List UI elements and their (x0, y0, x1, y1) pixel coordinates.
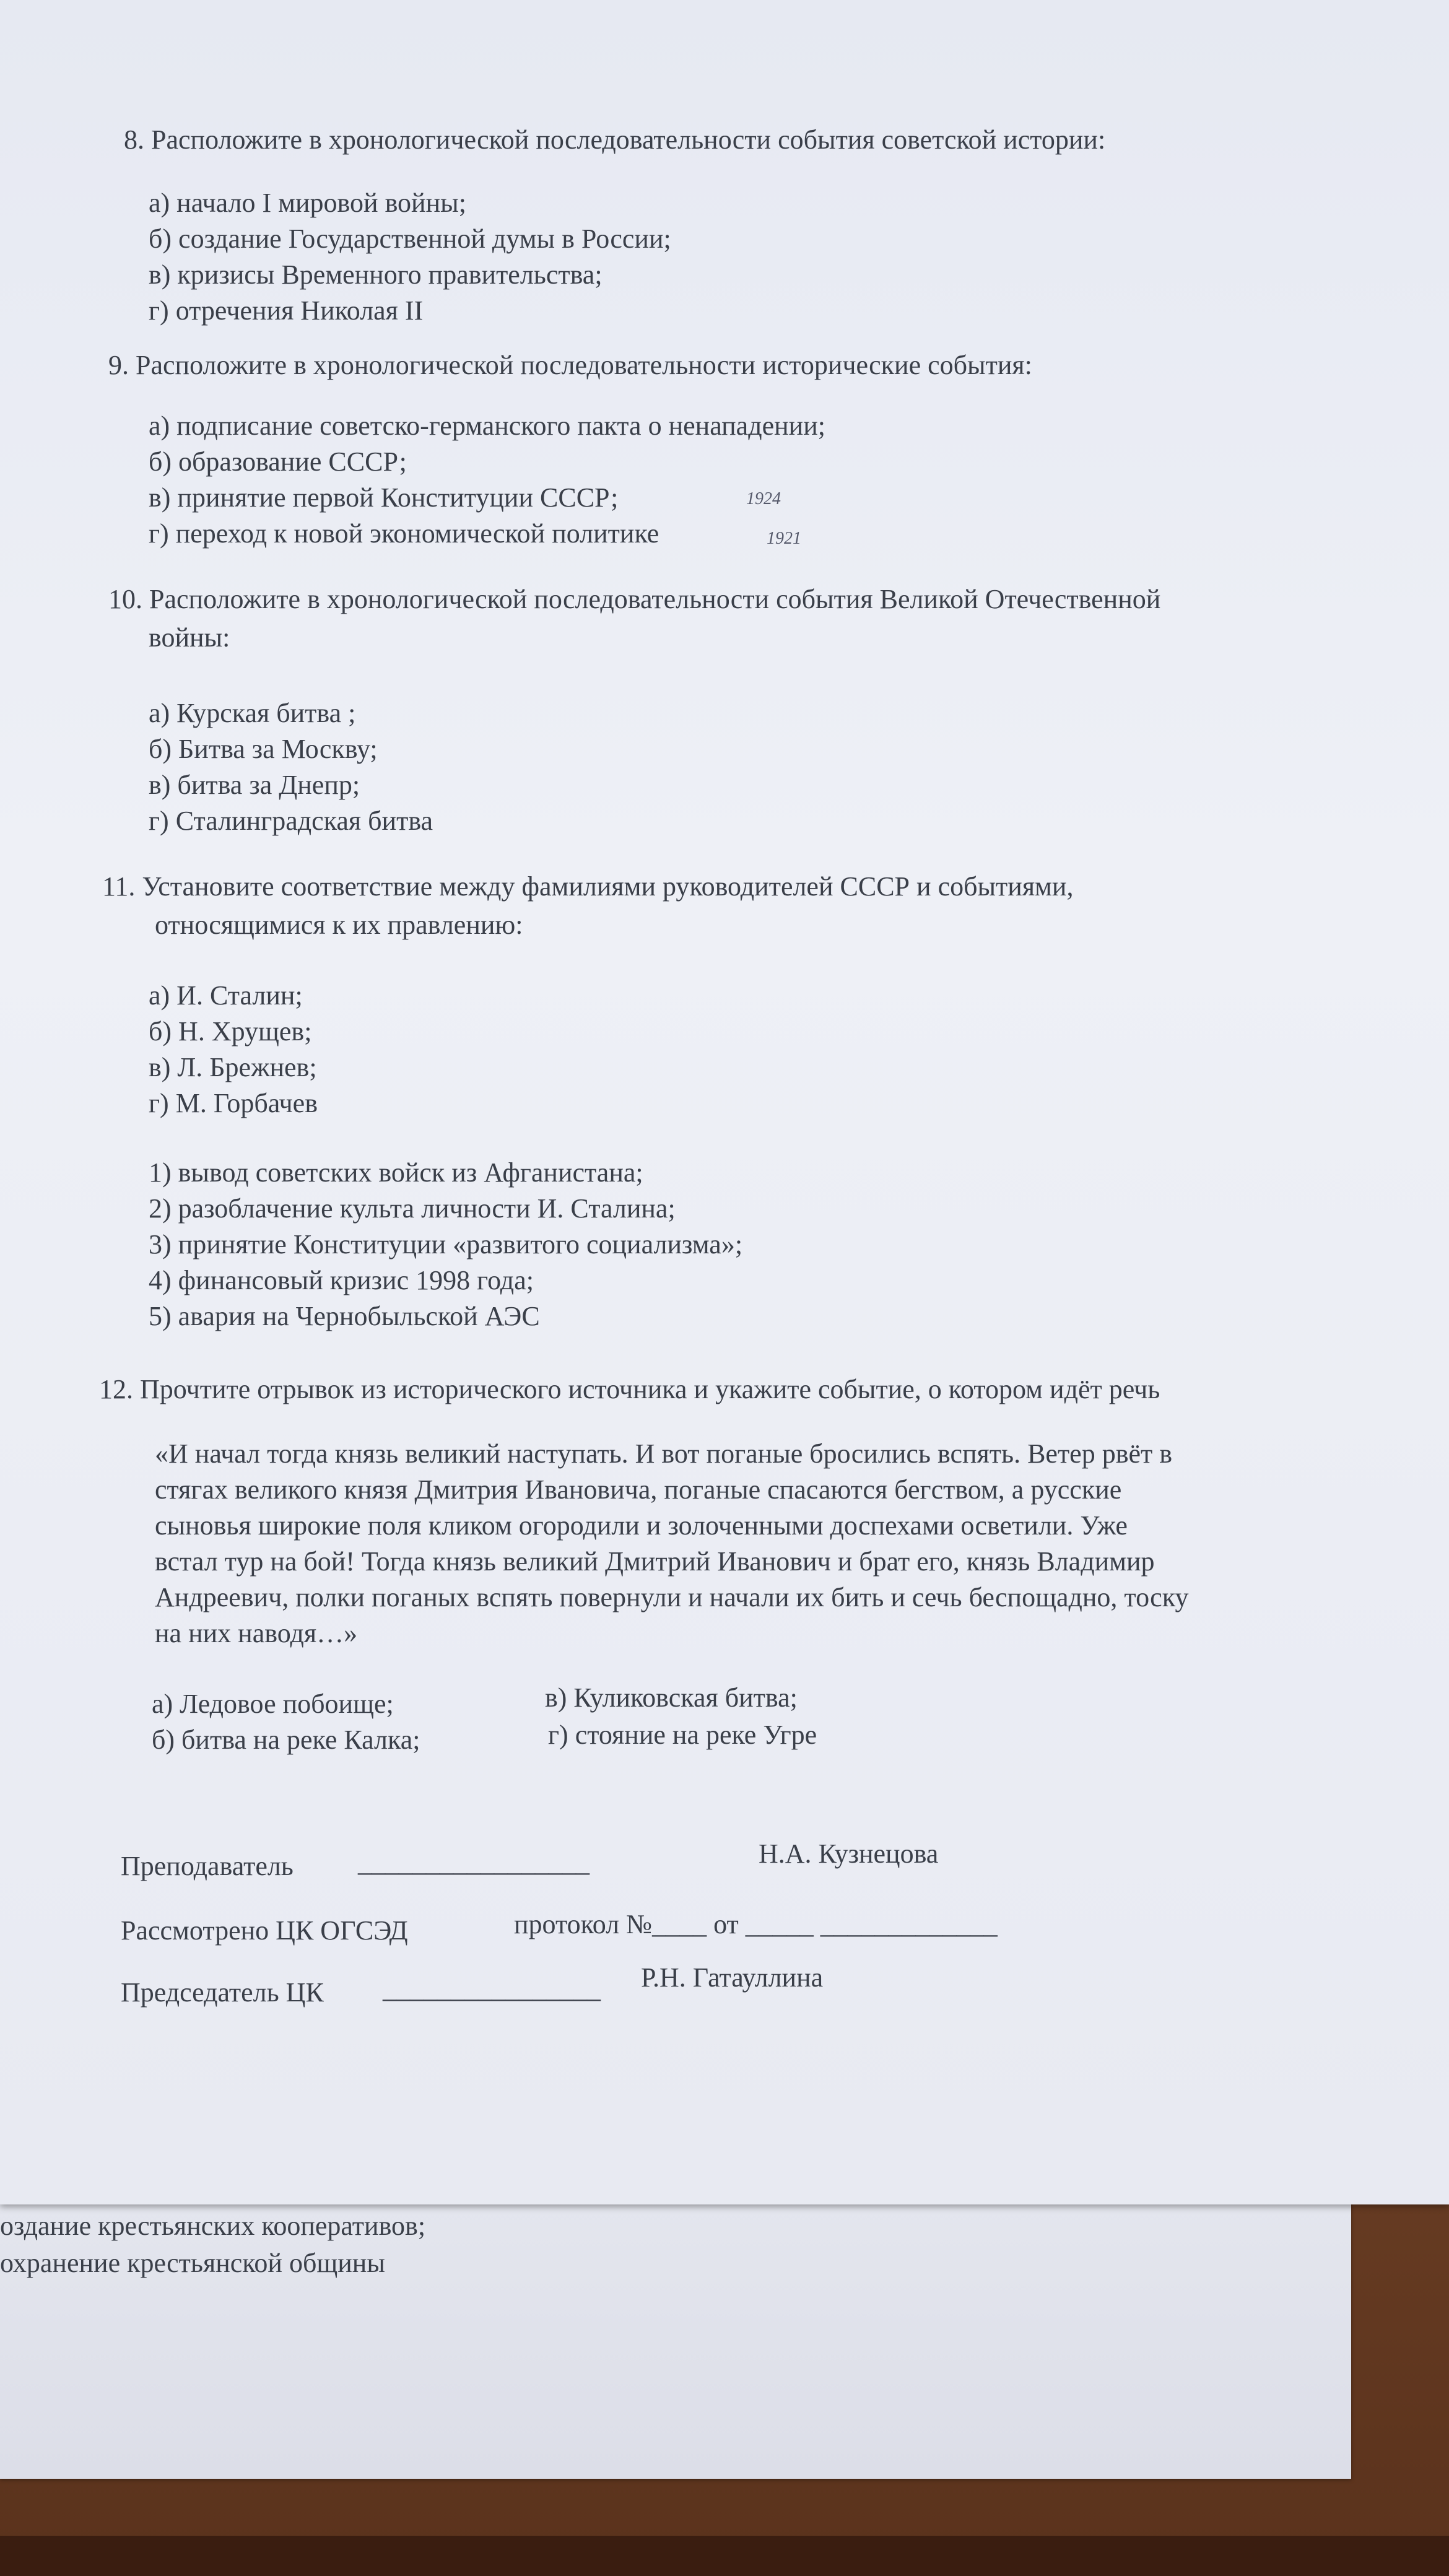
question-11-event: 5) авария на Чернобыльской АЭС (149, 1301, 540, 1331)
question-9-option: а) подписание советско-германского пакта о ненападении; (149, 411, 825, 441)
question-8-option: в) кризисы Временного правительства; (149, 259, 603, 290)
question-11-event: 2) разоблачение культа личности И. Сталина; (149, 1193, 676, 1224)
teacher-signature-line: _________________ (358, 1847, 590, 1878)
question-10-title: 10. Расположите в хронологической последовательности события Великой Отечественной (108, 584, 1161, 614)
question-11-event: 3) принятие Конституции «развитого социализма»; (149, 1229, 743, 1260)
question-10-title-cont: войны: (149, 622, 230, 653)
question-11-title: 11. Установите соответствие между фамилиями руководителей СССР и событиями, (102, 871, 1074, 902)
underlying-sheet (0, 2195, 1351, 2479)
chair-name: Р.Н. Гатауллина (641, 1962, 824, 1993)
handwritten-note: 1924 (746, 489, 781, 508)
question-9-option: б) образование СССР; (149, 446, 407, 477)
question-8-option: а) начало I мировой войны; (149, 188, 466, 218)
question-10-option: г) Сталинградская битва (149, 806, 433, 836)
question-12-quote-line: встал тур на бой! Тогда князь великий Дмитрий Иванович и брат его, князь Владимир (155, 1546, 1155, 1577)
protocol-line: протокол №____ от _____ _____________ (514, 1909, 998, 1939)
question-11-leader: а) И. Сталин; (149, 980, 303, 1011)
question-8-title: 8. Расположите в хронологической последовательности события советской истории: (124, 124, 1106, 155)
question-11-leader: г) М. Горбачев (149, 1088, 318, 1118)
question-11-leader: в) Л. Брежнев; (149, 1052, 317, 1082)
question-12-quote-line: Андреевич, полки поганых вспять повернули и начали их бить и сечь беспощадно, тоску (155, 1582, 1189, 1612)
question-11-title-cont: относящимися к их правлению: (155, 910, 523, 940)
question-12-option: а) Ледовое побоище; (152, 1689, 394, 1719)
question-8-option: г) отречения Николая II (149, 295, 424, 326)
under-sheet-line: охранение крестьянской общины (0, 2248, 385, 2278)
question-12-quote-line: стягах великого князя Дмитрия Ивановича, поганые спасаются бегством, а русские (155, 1474, 1122, 1505)
handwritten-note: 1921 (767, 529, 801, 548)
question-11-event: 4) финансовый кризис 1998 года; (149, 1265, 534, 1295)
question-8-option: б) создание Государственной думы в России; (149, 224, 671, 254)
question-11-leader: б) Н. Хрущев; (149, 1016, 312, 1046)
question-12-option: г) стояние на реке Угре (548, 1720, 817, 1750)
teacher-name: Н.А. Кузнецова (759, 1838, 939, 1869)
question-11-event: 1) вывод советских войск из Афганистана; (149, 1157, 643, 1188)
teacher-label: Преподаватель (121, 1851, 294, 1881)
question-10-option: б) Битва за Москву; (149, 734, 378, 764)
question-12-quote-line: на них наводя…» (155, 1618, 358, 1648)
question-12-option: б) битва на реке Калка; (152, 1725, 420, 1755)
question-9-option: в) принятие первой Конституции СССР; (149, 482, 619, 513)
question-9-title: 9. Расположите в хронологической последовательности исторические события: (108, 350, 1032, 380)
desk-edge (0, 2536, 1449, 2576)
question-10-option: в) битва за Днепр; (149, 770, 360, 800)
question-12-title: 12. Прочтите отрывок из исторического источника и укажите событие, о котором идёт речь (99, 1374, 1160, 1404)
question-9-option: г) переход к новой экономической политике (149, 518, 659, 549)
question-12-quote-line: сыновья широкие поля кликом огородили и золоченными доспехами осветили. Уже (155, 1510, 1128, 1541)
under-sheet-line: оздание крестьянских кооперативов; (0, 2211, 426, 2241)
question-12-quote-line: «И начал тогда князь великий наступать. И вот поганые бросились вспять. Ветер рвёт в (155, 1438, 1173, 1469)
chair-signature-line: ________________ (383, 1973, 601, 2004)
review-label: Рассмотрено ЦК ОГСЭД (121, 1915, 408, 1946)
question-12-option: в) Куликовская битва; (545, 1682, 798, 1713)
chair-label: Председатель ЦК (121, 1977, 324, 2008)
question-10-option: а) Курская битва ; (149, 698, 356, 728)
